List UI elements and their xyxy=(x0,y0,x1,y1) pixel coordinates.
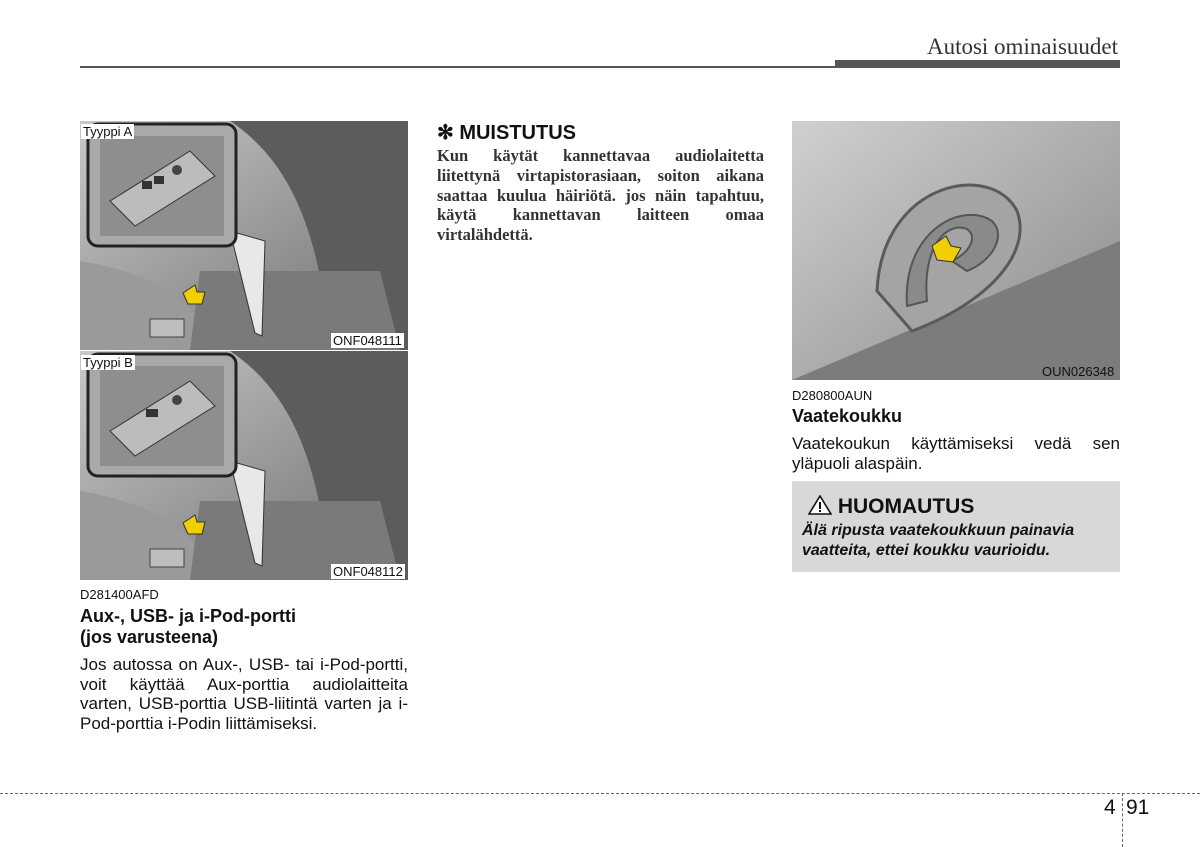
caution-box xyxy=(792,481,1120,572)
section-title xyxy=(80,606,410,648)
figure-hanger xyxy=(792,121,1120,380)
figure-type-b-label: Tyyppi B xyxy=(83,355,133,370)
console-illustration-b xyxy=(80,351,408,580)
figure-type-a-code: ONF048111 xyxy=(333,333,402,348)
figure-type-a xyxy=(80,121,408,350)
section-code: D281400AFD xyxy=(80,587,159,602)
figure-type-b xyxy=(80,351,408,580)
asterisk-icon: ✻ xyxy=(437,122,454,144)
console-illustration-a xyxy=(80,121,408,350)
section-body: Jos autossa on Aux-, USB- tai i-Pod-portti, voit käyttää Aux-porttia audiolaitteita varten, USB-porttia USB-liitintä varten ja i-Pod-porttia i-Podin liittämiseksi. xyxy=(80,655,408,733)
section-title-line2: (jos varusteena) xyxy=(80,627,219,647)
caution-heading xyxy=(808,495,974,519)
section-title-line1: Aux-, USB- ja i-Pod-portti xyxy=(80,606,296,626)
section-body: Vaatekoukun käyttämiseksi vedä sen yläpuoli alaspäin. xyxy=(792,434,1120,473)
note-body: Kun käytät kannettavaa audiolaitetta liitettynä virtapistorasiaan, soiton aikana saattaa kuulua häiriötä. jos näin tapahtuu, käytä kannettavan laitteen omaa virtalähdettä. xyxy=(437,146,764,245)
figure-hanger-code: OUN026348 xyxy=(1042,364,1115,379)
footer-rule xyxy=(0,793,1200,794)
section-title: Vaatekoukku xyxy=(792,406,903,426)
caution-title: HUOMAUTUS xyxy=(837,495,975,518)
note-heading xyxy=(437,120,576,145)
header-rule-accent xyxy=(835,60,1120,67)
chapter-number: 4 xyxy=(1104,796,1116,819)
section-code: D280800AUN xyxy=(792,388,873,403)
figure-type-a-label: Tyyppi A xyxy=(83,124,133,139)
note-title: MUISTUTUS xyxy=(459,122,576,144)
figure-type-b-code: ONF048112 xyxy=(333,564,403,579)
coat-hook-illustration xyxy=(792,121,1120,380)
caution-body: Älä ripusta vaatekoukkuun painavia vaatteita, ettei koukku vaurioidu. xyxy=(802,522,1075,559)
warning-triangle-icon xyxy=(808,495,832,515)
page-number: 91 xyxy=(1126,796,1150,819)
page-number-separator xyxy=(1122,793,1123,847)
running-header: Autosi ominaisuudet xyxy=(926,34,1118,59)
